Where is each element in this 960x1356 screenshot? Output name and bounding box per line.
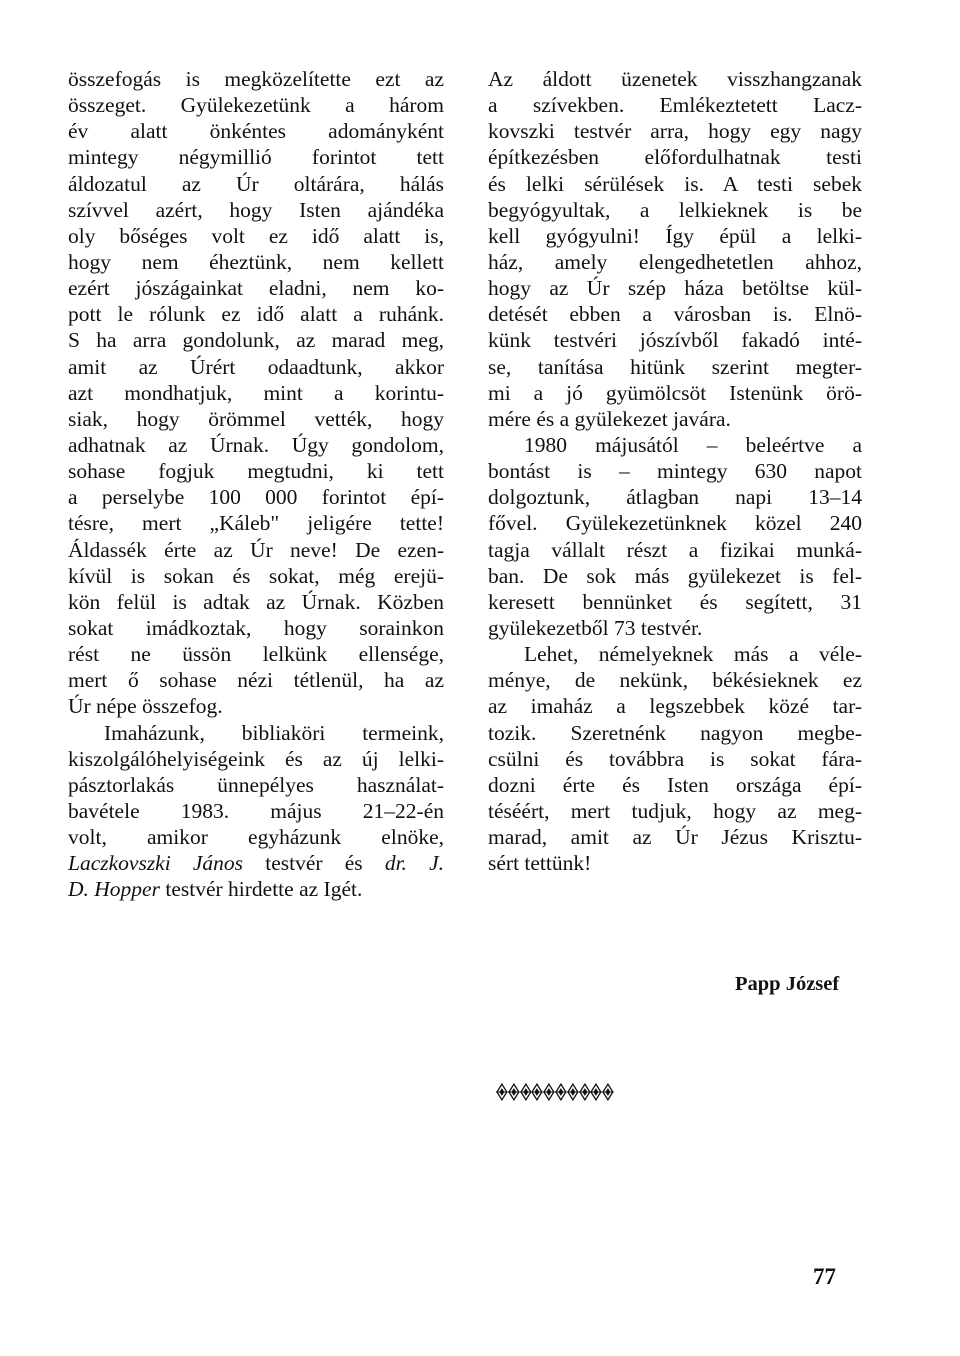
ornament-icon: [602, 1083, 614, 1101]
right-column: [488, 66, 862, 876]
person-name: dr. J.: [384, 851, 445, 876]
person-name: Laczkovszki János: [68, 851, 244, 876]
text-line: bontást is – mintegy 630 napot: [488, 459, 862, 484]
text-line: detését ebben a városban is. Elnö-: [488, 302, 862, 327]
text-line: mi a jó gyümölcsöt Istenünk örö-: [488, 380, 862, 405]
ornament-icon: [543, 1083, 555, 1101]
page-number: 77: [813, 1264, 836, 1289]
text-line: rést ne üssön lelkünk ellensége,: [68, 642, 444, 667]
text-line: siak, hogy örömmel vették, hogy: [68, 406, 444, 431]
text-line: az imaház a legszebbek közé tar-: [488, 694, 862, 719]
text-line: ménye, de nekünk, békésieknek ez: [488, 668, 862, 693]
text-line: dolgoztunk, átlagban napi 13–14: [488, 485, 862, 510]
ornament-icon: [579, 1083, 591, 1101]
text-line: kön felül is adtak az Úrnak. Közben: [68, 589, 444, 614]
text-line: S ha arra gondolunk, az marad meg,: [68, 328, 444, 353]
text-line: összefogás is megközelítette ezt az: [68, 67, 444, 91]
text-line: begyógyultak, a lelkieknek is be: [488, 197, 862, 222]
text-line: oly bőséges volt ez idő alatt is,: [68, 223, 444, 248]
text-line: tagja vállalt részt a fizikai munká-: [488, 537, 862, 562]
text-fragment: testvér hirdette az Igét.: [165, 877, 363, 902]
text-line: sokat imádkoztak, hogy sorainkon: [68, 615, 444, 640]
ornament-icon: [531, 1083, 543, 1101]
text-line: téséért, mert tudjuk, hogy az meg-: [488, 798, 862, 823]
author-signature: Papp József: [735, 973, 840, 995]
text-line: kovszki testvér arra, hogy egy nagy: [488, 119, 862, 144]
text-line: fővel. Gyülekezetünknek közel 240: [488, 511, 862, 536]
text-line: volt, amikor egyházunk elnöke,: [68, 825, 444, 850]
text-line: se, tanítása hitünk szerint megter-: [488, 354, 862, 379]
ornament-icon: [555, 1083, 567, 1101]
text-line: szívvel azért, hogy Isten ajándéka: [68, 197, 444, 222]
text-line: év alatt önkéntes adományként: [68, 119, 444, 144]
text-line: Az áldott üzenetek visszhangzanak: [488, 67, 862, 91]
ornament-icon: [590, 1083, 602, 1101]
ornament-icon: [567, 1083, 579, 1101]
text-line: ban. De sok más gyülekezet is fel-: [488, 563, 862, 588]
text-line: adhatnak az Úrnak. Úgy gondolom,: [68, 432, 444, 457]
text-line: ezért jószágainkat eladni, nem ko-: [68, 276, 444, 301]
text-line: mintegy négymillió forintot tett: [68, 145, 444, 170]
text-line: és lelki sérülések is. A testi sebek: [488, 171, 862, 196]
text-line: kívül is sokan és sokat, még erejü-: [68, 563, 444, 588]
text-line: pott le rólunk ez idő alatt a ruhánk.: [68, 302, 444, 327]
left-column: [68, 66, 444, 903]
text-line: Lehet, némelyeknek más a véle-: [524, 642, 862, 667]
ornament-icon: [520, 1083, 532, 1101]
text-line: amit az Úrért odaadtunk, akkor: [68, 354, 444, 379]
text-line: mére és a gyülekezet javára.: [488, 406, 731, 431]
text-line: a szívekben. Emlékeztetett Lacz-: [488, 93, 862, 118]
text-line: a perselybe 100 000 forintot épí-: [68, 485, 444, 510]
text-line: ház, amely elengedhetetlen ahhoz,: [488, 249, 862, 274]
text-line: Imaházunk, bibliaköri termeink,: [104, 720, 444, 745]
text-line: gyülekezetből 73 testvér.: [488, 615, 703, 640]
text-line: dozni érte és Isten országa épí-: [488, 772, 862, 797]
ornament-divider: [496, 1083, 614, 1101]
text-line: pásztorlakás ünnepélyes használat-: [68, 772, 444, 797]
text-line: [68, 876, 444, 902]
text-line: kell gyógyulni! Így épül a lelki-: [488, 223, 862, 248]
text-line: [68, 850, 444, 876]
text-line: mert ő sohase nézi tétlenül, ha az: [68, 668, 444, 693]
text-line: kiszolgálóhelyiségeink és az új lelki-: [68, 746, 444, 771]
text-line: bavétele 1983. május 21–22-én: [68, 798, 444, 823]
text-line: építkezésben előfordulhatnak testi: [488, 145, 862, 170]
ornament-icon: [496, 1083, 508, 1101]
text-line: keresett bennünket és segített, 31: [488, 589, 862, 614]
text-line: összeget. Gyülekezetünk a három: [68, 93, 444, 118]
text-line: sért tettünk!: [488, 851, 592, 876]
text-fragment: testvér és: [265, 851, 363, 876]
text-line: tozik. Szeretnénk nagyon megbe-: [488, 720, 862, 745]
person-name: D. Hopper: [68, 877, 160, 902]
text-line: Áldassék érte az Úr neve! De ezen-: [68, 537, 444, 562]
text-line: csülni és továbbra is sokat fára-: [488, 746, 862, 771]
text-line: hogy az Úr szép háza betöltse kül-: [488, 276, 862, 301]
text-line: sohase fogjuk megtudni, ki tett: [68, 459, 444, 484]
text-line: 1980 májusától – beleértve a: [524, 432, 862, 457]
text-line: tésre, mert „Káleb" jeligére tette!: [68, 511, 444, 536]
text-line: marad, amit az Úr Jézus Krisztu-: [488, 825, 862, 850]
text-line: künk testvéri jószívből fakadó inté-: [488, 328, 862, 353]
text-line: Úr népe összefog.: [68, 694, 223, 719]
text-line: hogy nem éheztünk, nem kellett: [68, 249, 444, 274]
text-line: azt mondhatjuk, mint a korintu-: [68, 380, 444, 405]
ornament-icon: [508, 1083, 520, 1101]
text-line: áldozatul az Úr oltárára, hálás: [68, 171, 444, 196]
